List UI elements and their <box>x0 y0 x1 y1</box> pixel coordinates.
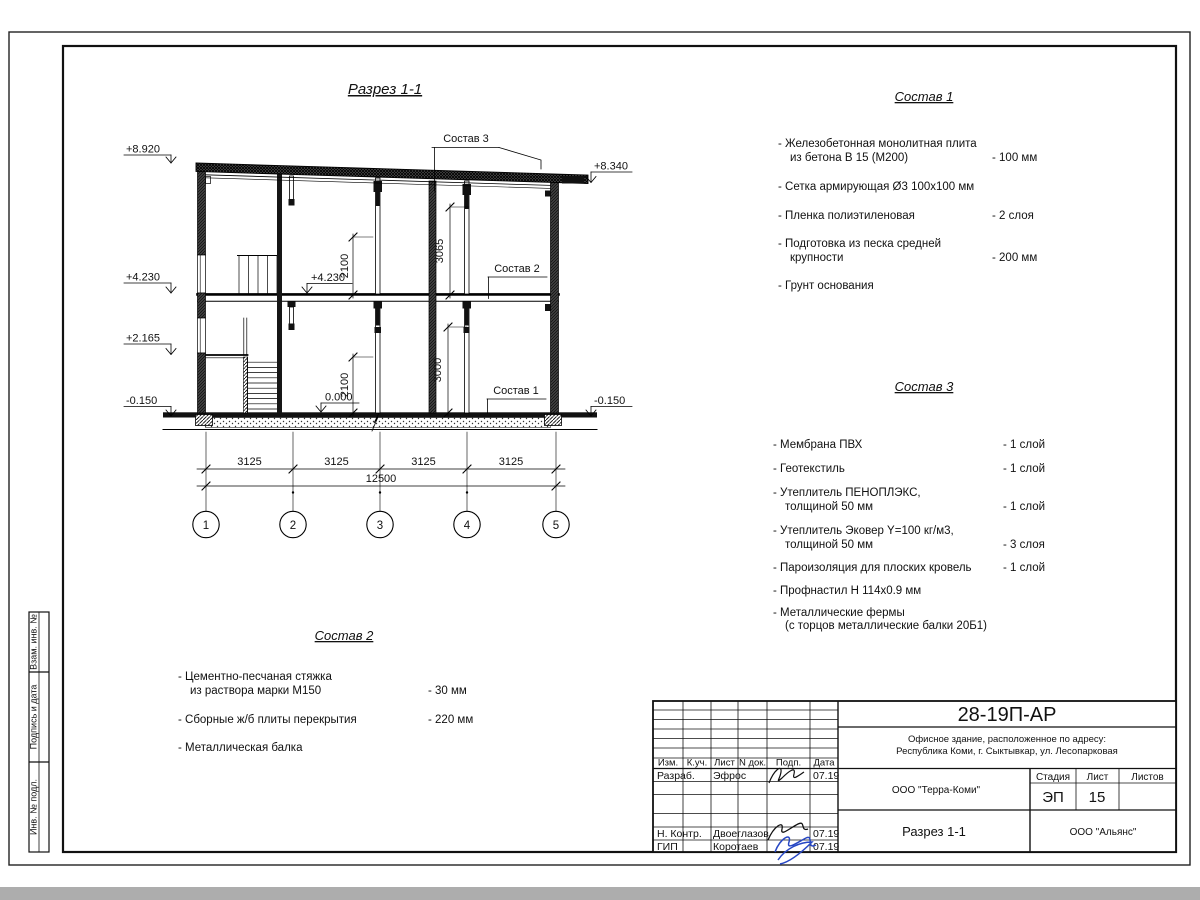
tb-view-name: Разрез 1-1 <box>902 824 966 839</box>
spec-list-2 <box>178 628 473 754</box>
dim-3065: 3065 <box>434 238 446 264</box>
spec1-item: - Пленка полиэтиленовая <box>778 210 915 222</box>
spec2-title: Состав 2 <box>314 628 374 643</box>
tb-role-razrab: Разраб. <box>657 770 695 782</box>
callout-sostav1: Состав 1 <box>493 385 539 397</box>
tb-date-razrab: 07.19 <box>813 770 840 782</box>
tb-address-1: Офисное здание, расположенное по адресу: <box>907 734 1107 745</box>
elev-2165: +2.165 <box>126 332 160 345</box>
tb-date-nkontr: 07.19 <box>813 828 840 840</box>
tb-col-data: Дата <box>813 757 835 769</box>
side-strip <box>29 612 50 852</box>
tb-stage-value: ЭП <box>1042 789 1064 806</box>
axis-5: 5 <box>552 520 560 532</box>
spec1-item-value: - 200 мм <box>992 252 1038 264</box>
side-strip-label-podpis: Подпись и дата <box>28 684 39 750</box>
roof <box>196 163 588 188</box>
tb-col-ndok: N док. <box>738 757 767 769</box>
axis-bubbles <box>193 511 569 537</box>
dim-3125-1: 3125 <box>237 456 262 468</box>
dim-3000: 3000 <box>432 357 444 383</box>
spec1-item: - Железобетонная монолитная плита <box>778 138 977 150</box>
spec3-item: (с торцов металлические балки 20Б1) <box>785 620 987 632</box>
elev-4230-left: +4.230 <box>126 271 160 284</box>
spec-list-3 <box>773 379 1045 632</box>
axis-3: 3 <box>376 520 384 532</box>
dim-12500: 12500 <box>365 473 397 485</box>
callout-sostav3: Состав 3 <box>443 133 489 145</box>
bottom-dimensions <box>197 432 565 511</box>
bottom-gray-bar <box>0 887 1200 900</box>
spec3-item: - Металлические фермы <box>773 607 905 619</box>
dim-2100-lower: 2100 <box>339 372 351 398</box>
elev-8920: +8.920 <box>126 143 160 156</box>
tb-address-2: Республика Коми, г. Сыктывкар, ул. Лесопарковая <box>896 746 1118 757</box>
tb-col-kuch: К.уч. <box>686 757 708 769</box>
dim-2100-upper: 2100 <box>339 253 351 279</box>
elev-0150-left: -0.150 <box>126 395 158 407</box>
tb-stage-label: Стадия <box>1035 772 1071 783</box>
tb-col-list: Лист <box>714 757 735 769</box>
spec2-item: - Металлическая балка <box>178 742 303 754</box>
tb-sheets-label: Листов <box>1131 772 1164 783</box>
spec3-item-value: - 1 слой <box>1003 439 1046 451</box>
spec3-item: - Профнастил Н 114х0.9 мм <box>773 585 922 597</box>
title-block <box>653 701 1176 864</box>
dim-3125-4: 3125 <box>498 456 524 468</box>
side-strip-label-inv: Инв. № подл. <box>28 778 39 836</box>
spec1-item-value: - 2 слоя <box>992 210 1034 222</box>
tb-sheet-label: Лист <box>1086 772 1109 783</box>
spec3-item-value: - 1 слой <box>1003 562 1046 574</box>
spec3-item: - Мембрана ПВХ <box>773 439 863 451</box>
spec1-item-value: - 100 мм <box>992 152 1038 164</box>
section-title: Разрез 1-1 <box>347 81 423 98</box>
spec1-item: - Грунт основания <box>778 280 874 292</box>
spec3-item-value: - 1 слой <box>1003 501 1046 513</box>
tb-contractor: ООО "Альянс" <box>1069 827 1137 838</box>
tb-col-podp: Подп. <box>775 757 802 769</box>
elev-8340: +8.340 <box>594 160 628 173</box>
tb-name-nkontr: Двоеглазов <box>713 828 769 840</box>
spec2-item: - Сборные ж/б плиты перекрытия <box>178 714 357 726</box>
staircase <box>206 256 278 414</box>
tb-org: ООО "Терра-Коми" <box>891 785 981 796</box>
tb-sheet-value: 15 <box>1088 789 1106 806</box>
spec2-item-value: - 30 мм <box>428 685 467 697</box>
tb-role-nkontr: Н. Контр. <box>657 828 702 840</box>
stair-railing <box>238 256 278 294</box>
tb-name-razrab: Эфрос <box>713 770 747 782</box>
axis-1: 1 <box>202 520 210 532</box>
dim-3125-2: 3125 <box>324 456 349 468</box>
spec3-item: - Пароизоляция для плоских кровель <box>773 562 972 574</box>
spec1-item: - Сетка армирующая Ø3 100х100 мм <box>778 181 975 193</box>
elev-0150-right: -0.150 <box>594 395 626 407</box>
spec1-item: крупности <box>790 252 844 264</box>
vertical-dimensions <box>339 203 469 417</box>
spec3-item: - Геотекстиль <box>773 463 845 475</box>
spec3-item: - Утеплитель Эковер Y=100 кг/м3, <box>773 525 954 537</box>
axis-2: 2 <box>289 520 297 532</box>
dim-3125-3: 3125 <box>411 456 436 468</box>
section-view <box>124 81 632 538</box>
spec3-item: толщиной 50 мм <box>785 539 874 551</box>
spec1-item: из бетона В 15 (М200) <box>790 152 909 164</box>
callout-sostav2: Состав 2 <box>494 263 540 275</box>
spec1-item: - Подготовка из песка средней <box>778 238 942 250</box>
tb-date-gip: 07.19 <box>813 841 840 853</box>
spec2-item: из раствора марки М150 <box>190 685 322 697</box>
spec3-item-value: - 1 слой <box>1003 463 1046 475</box>
tb-doc-number: 28-19П-АР <box>957 704 1057 726</box>
spec3-item-value: - 3 слоя <box>1003 539 1045 551</box>
axis-4: 4 <box>463 520 471 532</box>
spec3-item: толщиной 50 мм <box>785 501 874 513</box>
tb-role-gip: ГИП <box>657 841 678 853</box>
spec3-item: - Утеплитель ПЕНОПЛЭКС, <box>773 487 921 499</box>
elev-4230-int: +4.230 <box>311 272 345 284</box>
spec2-item-value: - 220 мм <box>428 714 474 726</box>
side-strip-label-vzam: Взам. инв. № <box>28 614 39 670</box>
spec3-title: Состав 3 <box>894 379 954 394</box>
mid-floor-slab <box>198 294 559 302</box>
ground-slab <box>163 411 597 431</box>
tb-col-izm: Изм. <box>657 757 679 769</box>
spec2-item: - Цементно-песчаная стяжка <box>178 671 332 683</box>
tb-name-gip: Коротаев <box>713 841 759 853</box>
spec1-title: Состав 1 <box>894 89 954 104</box>
elev-0000: 0.000 <box>325 391 353 404</box>
spec-list-1 <box>778 89 1037 292</box>
